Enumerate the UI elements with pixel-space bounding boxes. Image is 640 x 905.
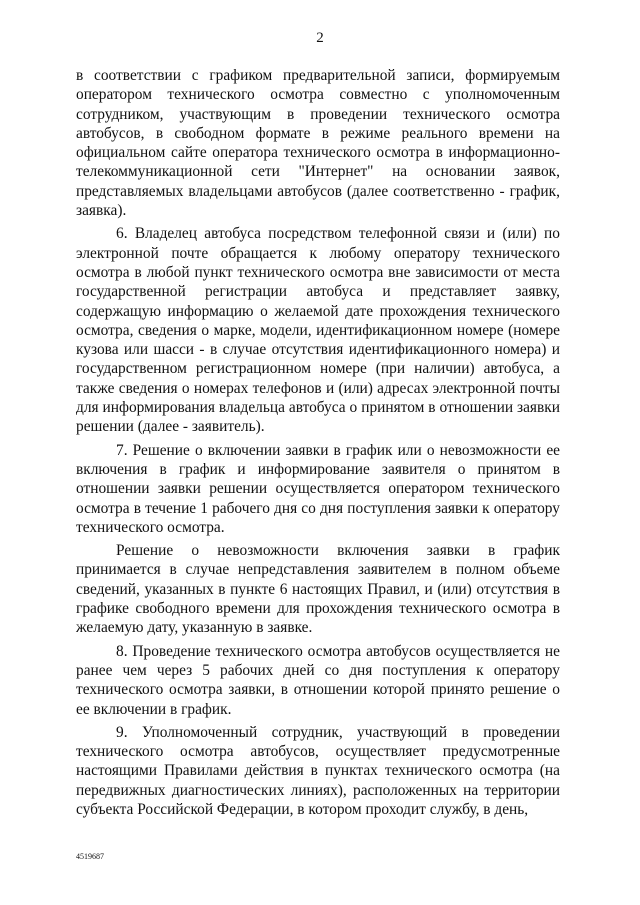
paragraph-item-7-cont: Решение о невозможности включения заявки в график принимается в случае непредставления заявителем в полном объеме сведений, указанных в пункте 6 настоящих Правил, и (или) отсутствия в графике свободного времени для прохождения технического осмотра в желаемую дату, указанную в заявке. (76, 542, 560, 637)
paragraph-item-9: 9. Уполномоченный сотрудник, участвующий в проведении технического осмотра автобусов, осуществляет предусмотренные настоящими Правилами действия в пунктах технического осмотра (на передвижных диагностических линиях), расположенных на территории субъекта Российской Федерации, в котором проходит службу, в день, (76, 723, 560, 818)
document-body (76, 66, 560, 823)
document-code: 4519687 (76, 852, 104, 861)
page-number: 2 (316, 30, 324, 46)
paragraph-continuation: в соответствии с графиком предварительной записи, формируемым оператором технического осмотра совместно с уполномоченным сотрудником, участвующим в проведении технического осмотра автобусов, в свободном формате в режиме реального времени на официальном сайте оператора технического осмотра в информационно-телекоммуникационной сети "Интернет" на основании заявок, представляемых владельцами автобусов (далее соответственно - график, заявка). (76, 67, 560, 220)
paragraph-item-7: 7. Решение о включении заявки в график или о невозможности ее включения в график и информирование заявителя о принятом в отношении заявки решении осуществляется оператором технического осмотра в течение 1 рабочего дня со дня поступления заявки к оператору технического осмотра. (76, 441, 560, 536)
paragraph-item-8: 8. Проведение технического осмотра автобусов осуществляется не ранее чем через 5 рабочих дней со дня поступления к оператору технического осмотра заявки, в отношении которой принято решение о ее включении в график. (76, 642, 560, 718)
paragraph-item-6: 6. Владелец автобуса посредством телефонной связи и (или) по электронной почте обращается к любому оператору технического осмотра в любой пункт технического осмотра вне зависимости от места государственной регистрации автобуса и представляет заявку, содержащую информацию о желаемой дате прохождения технического осмотра, сведения о марке, модели, идентификационном номере (номере кузова или шасси - в случае отсутствия идентификационного номера) и государственном регистрационном номере (при наличии) автобуса, а также сведения о номерах телефонов и (или) адресах электронной почты для информирования владельца автобуса о принятом в отношении заявки решении (далее - заявитель). (76, 225, 560, 436)
